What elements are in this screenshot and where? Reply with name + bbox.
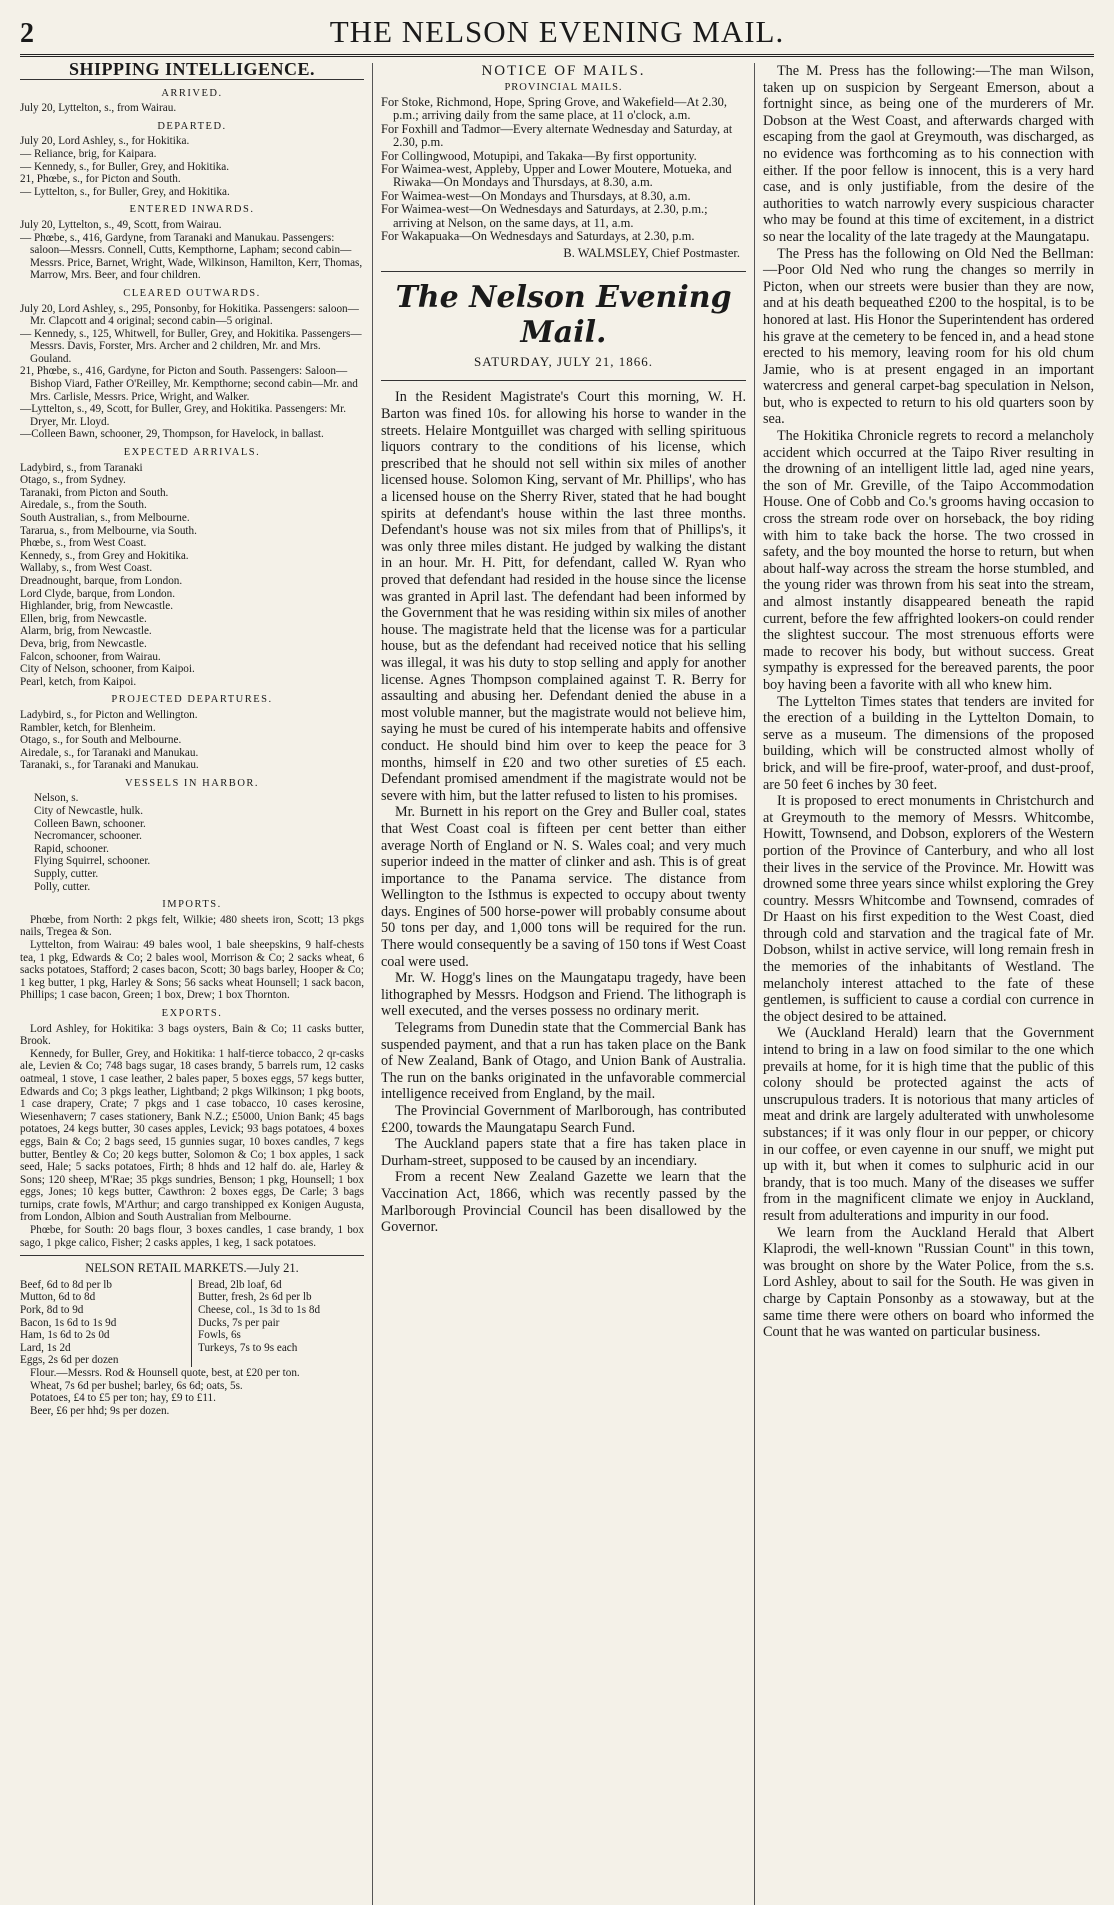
- list-item: Polly, cutter.: [34, 880, 91, 893]
- list-item: Flour.—Messrs. Rod & Hounsell quote, best, at £20 per ton.: [30, 1367, 300, 1379]
- harbor-heading: VESSELS IN HARBOR.: [124, 777, 260, 789]
- arrived-list: [20, 102, 364, 115]
- list-item: Highlander, brig, from Newcastle.: [20, 600, 174, 613]
- article-paragraph: The Auckland papers state that a fire has taken place in Durham-street, supposed to be caused by an incendiary.: [381, 1136, 746, 1169]
- list-item: Turkeys, 7s to 9s each: [198, 1341, 298, 1354]
- list-item: July 20, Lord Ashley, s., 295, Ponsonby, for Hokitika. Passengers: saloon—Mr. Clapcott and 4 original; second cabin—5 original.: [20, 302, 359, 328]
- list-item: Wheat, 7s 6d per bushel; barley, 6s 6d; oats, 5s.: [30, 1379, 243, 1392]
- list-item: Ducks, 7s per pair: [198, 1316, 280, 1329]
- list-item: Dreadnought, barque, from London.: [20, 574, 183, 587]
- list-item: Pearl, ketch, from Kaipoi.: [20, 675, 137, 688]
- masthead-rule: [20, 54, 1094, 57]
- notice-subheading: PROVINCIAL MAILS.: [504, 82, 623, 93]
- list-item: For Waimea-west—On Wednesdays and Saturdays, at 2.30, p.m.; arriving at Nelson, on the same days, at 11, a.m.: [381, 202, 708, 230]
- harbor-list: [20, 792, 364, 893]
- expected-list: [20, 462, 364, 689]
- cleared-list: [20, 303, 364, 442]
- notice-list: [381, 96, 746, 243]
- list-item: Potatoes, £4 to £5 per ton; hay, £9 to £11.: [30, 1392, 216, 1405]
- list-item: Lord Ashley, for Hokitika: 3 bags oysters, Bain & Co; 11 casks butter, Brook.: [20, 1022, 364, 1048]
- list-item: Supply, cutter.: [34, 868, 99, 881]
- columns: [20, 63, 1094, 1905]
- list-item: —Colleen Bawn, schooner, 29, Thompson, for Havelock, in ballast.: [20, 428, 324, 441]
- cleared-heading: CLEARED OUTWARDS.: [123, 287, 261, 299]
- list-item: Phœbe, s., from West Coast.: [20, 537, 147, 550]
- list-item: July 20, Lord Ashley, s., for Hokitika.: [20, 135, 190, 148]
- list-item: For Wakapuaka—On Wednesdays and Saturdays, at 2.30, p.m.: [381, 229, 695, 244]
- list-item: Otago, s., from Sydney.: [20, 474, 126, 487]
- list-item: For Waimea-west—On Mondays and Thursdays, at 8.30, a.m.: [381, 188, 691, 203]
- markets-rule: [20, 1255, 364, 1256]
- postmaster-signature: B. WALMSLEY, Chief Postmaster.: [563, 246, 740, 261]
- list-item: Necromancer, schooner.: [34, 830, 142, 843]
- column-center: [373, 63, 755, 1905]
- article-paragraph: The Hokitika Chronicle regrets to record a melancholy accident which occurred at the Taipo River resulting in the drowning of an intelligent little lad, aged nine years, the son of Mr. Greville, of the Taipo Accommodation House. One of Cobb and Co.'s grooms having occasion to cross the stream rode over on horseback, the boy riding with him to take back the horse. The two crossed in safety, and the boy mounted the horse to return, but when about half-way across the stream the horse stumbled, and the young rider was thrown from his seat into the stream, and almost instantly disappeared beneath the rapid current, before the few affrighted lookers-on could render the slightest succour. The most strenuous efforts were made to recover his body, but without success. Great sympathy is expressed for the bereaved parents, the poor boy having been a favorite with all who knew him.: [763, 428, 1094, 693]
- center-article-list: [381, 389, 746, 1235]
- list-item: Beer, £6 per hhd; 9s per dozen.: [30, 1404, 170, 1417]
- list-item: —Lyttelton, s., 49, Scott, for Buller, Grey, and Hokitika. Passengers: Mr. Dryer, Mr. Lloyd.: [20, 403, 347, 428]
- list-item: Airedale, s., from the South.: [20, 499, 147, 512]
- article-paragraph: Mr. Burnett in his report on the Grey and Buller coal, states that West Coast coal is fifteen per cent better than either average North of England or N. S. Wales coal; and very much superior indeed in the matter of clinker and ash. This is of great importance to the Panama service. The distance from Wellington to the Isthmus is expected to occupy about twenty days. Engines of 500 horse-power will probably consume about 50 tons per day, and 1,000 tons will be required for the run. There would consequently be a saving of 150 tons if West Coast coal were used.: [381, 804, 746, 970]
- expected-heading: EXPECTED ARRIVALS.: [123, 447, 261, 459]
- list-item: July 20, Lyttelton, s., from Wairau.: [20, 102, 177, 115]
- masthead: [20, 14, 1094, 52]
- article-paragraph: Mr. W. Hogg's lines on the Maungatapu tragedy, have been lithographed by Messrs. Hodgson and Friend. The lithograph is well executed, and the verses possess no ordinary merit.: [381, 970, 746, 1020]
- list-item: Mutton, 6d to 8d: [20, 1291, 96, 1304]
- list-item: South Australian, s., from Melbourne.: [20, 512, 190, 524]
- list-item: Bacon, 1s 6d to 1s 9d: [20, 1316, 117, 1329]
- article-paragraph: We (Auckland Herald) learn that the Government intend to bring in a law on food similar to the one which prevails at home, for it is high time that the public of this colony should be protected against the acts of unscrupulous traders. It is notorious that many articles of meat and drink are largely adulterated with unwholesome substances; if it was only flour in our pepper, or chicory in our coffee, or even cayenne in our snuff, we might put up with it, but when it comes to sulphuric acid in our brandy, that is too much. Many of the diseases we suffer from in the magnificent climate we enjoy in Auckland, result from adulterations and impurity in our food.: [763, 1025, 1094, 1224]
- list-item: — Kennedy, s., for Buller, Grey, and Hokitika.: [20, 160, 230, 173]
- column-right: [755, 63, 1094, 1905]
- projected-heading: PROJECTED DEPARTURES.: [111, 694, 273, 706]
- list-item: 21, Phœbe, s., 416, Gardyne, for Picton and South. Passengers: Saloon—Bishop Viard, Father O'Reilley, Mr. Kempthorne; second cabin—Mr. and Mrs. Carlisle, Messrs. Price, Wright, and Walker.: [20, 365, 358, 403]
- projected-list: [20, 709, 364, 772]
- markets-heading: NELSON RETAIL MARKETS.—July 21.: [85, 1261, 299, 1276]
- list-item: City of Newcastle, hulk.: [34, 805, 144, 818]
- list-item: 21, Phœbe, s., for Picton and South.: [20, 173, 181, 186]
- list-item: For Stoke, Richmond, Hope, Spring Grove, and Wakefield—At 2.30, p.m.; arriving daily from the same place, at 11 o'clock, a.m.: [381, 95, 727, 123]
- list-item: Butter, fresh, 2s 6d per lb: [198, 1291, 312, 1304]
- article-paragraph: In the Resident Magistrate's Court this morning, W. H. Barton was fined 10s. for allowing his horse to wander in the streets. Helaire Montguillet was charged with selling spirituous liquors contrary to the conditions of his license, which prescribed that he should not sell within six miles of another licensed house. Solomon King, servant of Mr. Phillips', who has a licensed house on the Sherry River, stated that he had bought spirits at defendant's house within the last three months. Defendant's house was not six miles from that of Phillips's, it was only three miles distant. He judged by walking the distant in an hour. Mr. H. Pitt, for defendant, called W. Ryan who proved that defendant had resided in the house since the license was granted in April last. The defendant had been informed by the Government that he was residing within six miles of another house. The magistrate held that the license was for a particular house, but as the defendant had received notice that his selling was illegal, it was his duty to stop selling and apply for another license. Agnes Thompson complained against T. R. Berry for assaulting and abusing her. Defendant denied the abuse in a most voluble manner, but the magistrate would not believe him, saying he must be cured of his intemperate habits and offensive conduct. He should bind him over to keep the peace for 3 months, himself in £20 and two other sureties of £5 each. Defendant promised amendment if the magistrate would not be severe with him, but the latter refused to listen to his promises.: [381, 389, 746, 804]
- list-item: Flying Squirrel, schooner.: [34, 855, 151, 868]
- markets-footer: [20, 1367, 364, 1417]
- article-paragraph: The Press has the following on Old Ned the Bellman:—Poor Old Ned who rung the changes so merrily in Picton, when our streets were busier than they are now, and at his death bequeathed £200 to the hospital, is to be honored at last. His Honor the Superintendent has ordered his grave at the cemetery to be fenced in, and a head stone erected to his memory, leaving room for his old chum Jamie, who is at present engaged in an important watercress and general carpet-bag speculation in Nelson, but, who is expected to return to his old quarters soon by sea.: [763, 245, 1094, 428]
- list-item: For Waimea-west, Appleby, Upper and Lower Moutere, Motueka, and Riwaka—On Mondays and Thursdays, at 8.30, a.m.: [381, 162, 732, 190]
- article-paragraph: The Lyttelton Times states that tenders are invited for the erection of a building in the Lyttelton Domain, to serve as a museum. The dimensions of the proposed building, which will be constructed almost wholly of brick, and will be fire-proof, water-proof, and dust-proof, are 50 feet 6 inches by 30 feet.: [763, 693, 1094, 793]
- list-item: Rambler, ketch, for Blenheim.: [20, 721, 156, 734]
- article-paragraph: We learn from the Auckland Herald that Albert Klaprodi, the well-known "Russian Count" in this town, was brought on shore by the Water Police, from the s.s. Lord Ashley, about to sail for the South. He was given in charge by Captain Ponsonby as a stowaway, but at the same time there were others on board who informed the Count that he was wanted on particular business.: [763, 1224, 1094, 1341]
- list-item: — Reliance, brig, for Kaipara.: [20, 147, 157, 160]
- list-item: Airedale, s., for Taranaki and Manukau.: [20, 746, 199, 759]
- list-item: Ham, 1s 6d to 2s 0d: [20, 1329, 110, 1342]
- shipping-heading: SHIPPING INTELLIGENCE.: [20, 63, 364, 80]
- list-item: Tararua, s., from Melbourne, via South.: [20, 524, 197, 537]
- list-item: Ellen, brig, from Newcastle.: [20, 612, 147, 625]
- markets-left-column: [20, 1279, 192, 1367]
- list-item: Otago, s., for South and Melbourne.: [20, 734, 182, 747]
- list-item: Eggs, 2s 6d per dozen: [20, 1354, 119, 1367]
- column-shipping: [20, 63, 373, 1905]
- dateline-rule: [381, 380, 746, 381]
- departed-heading: DEPARTED.: [157, 120, 227, 132]
- exports-heading: EXPORTS.: [161, 1007, 223, 1019]
- list-item: Wallaby, s., from West Coast.: [20, 562, 153, 575]
- list-item: Phœbe, for South: 20 bags flour, 3 boxes candles, 1 case brandy, 1 box sago, 1 pkge calico, Fisher; 2 casks apples, 1 keg, 1 sack potatoes.: [20, 1224, 364, 1249]
- article-paragraph: The Provincial Government of Marlborough, has contributed £200, towards the Maungatapu Search Fund.: [381, 1103, 746, 1136]
- paper-name: The Nelson Evening Mail.: [381, 271, 746, 350]
- list-item: Taranaki, from Picton and South.: [20, 486, 169, 499]
- arrived-heading: ARRIVED.: [161, 87, 223, 99]
- list-item: Bread, 2lb loaf, 6d: [198, 1278, 282, 1291]
- list-item: Lard, 1s 2d: [20, 1341, 71, 1354]
- imports-list: [20, 914, 364, 1002]
- list-item: Cheese, col., 1s 3d to 1s 8d: [198, 1304, 321, 1317]
- list-item: Rapid, schooner.: [34, 842, 109, 855]
- list-item: City of Nelson, schooner, from Kaipoi.: [20, 663, 195, 676]
- list-item: Nelson, s.: [34, 792, 79, 805]
- article-paragraph: Telegrams from Dunedin state that the Commercial Bank has suspended payment, and that a run has taken place on the Bank of New Zealand, Bank of Otago, and Union Bank of Australia. The run on the banks originated in the unfavorable commercial intelligence received from England, by the mail.: [381, 1020, 746, 1103]
- list-item: — Lyttelton, s., for Buller, Grey, and Hokitika.: [20, 185, 230, 198]
- list-item: Beef, 6d to 8d per lb: [20, 1278, 112, 1291]
- entered-heading: ENTERED INWARDS.: [129, 204, 255, 216]
- article-paragraph: The M. Press has the following:—The man Wilson, taken up on suspicion by Sergeant Emerson, about a fortnight since, as being one of the murderers of Mr. Dobson at the West Coast, and afterwards charged with escaping from the gaol at Greymouth, was discharged, as no evidence was forthcoming as to his connection with either. If the poor fellow is innocent, this is a very hard case, and is only justifiable, from the desire of the authorities to watch narrowly every suspicious character who may be found at this time of excitement, in a district so near the locality of the late tragedy at the Maungatapu.: [763, 63, 1094, 245]
- page-number: 2: [20, 18, 34, 49]
- list-item: Kennedy, for Buller, Grey, and Hokitika: 1 half-tierce tobacco, 2 qr-casks ale, Levien & Co; 748 bags sugar, 18 cases brandy, 5 barrels rum, 12 casks oatmeal, 1 stove, 1 case leather, 2 bales paper, 5 boxes eggs, 57 kegs butter, Edwards and Co; 3 pkgs leather, Lightband; 2 pkgs Wilkinson; 1 pkg boots, 1 case drapery, Crate; 7 pkgs and 1 case tobacco, 10 cases kerosine, Wiesenhavern; 7 cases stationery, Bank N.Z.; £5000, Union Bank; 45 bags potatoes, 24 kegs butter, 30 cases apples, Levick; 93 bags potatoes, 4 boxes eggs, Bain & Co; 2 bags seed, 15 gunnies sugar, 10 boxes candles, 7 kegs butter, Bentley & Co; 20 kegs butter, Solomon & Co; 1 box apples, 1 sack seed, Hale; 5 sacks potatoes, Firth; 8 hhds and 12 half do. ale, Harley & Sons; 120 sheep, M'Rae; 35 pkgs sundries, Benson; 1 pkg, Hounsell; 1 box eggs, Jones; 10 kegs butter, Cawthron: 2 boxes eggs, De Carle; 3 bags turnips, crate fowls, M'Arthur; and cargo transhipped ex Konigen Augusta, from London, Albion and South Australian from Melbourne.: [20, 1047, 364, 1224]
- exports-list: [20, 1023, 364, 1250]
- list-item: Colleen Bawn, schooner.: [34, 817, 146, 830]
- list-item: Alarm, brig, from Newcastle.: [20, 625, 152, 638]
- imports-heading: IMPORTS.: [162, 899, 222, 911]
- dateline: SATURDAY, JULY 21, 1866.: [474, 354, 653, 370]
- markets-right-column: [192, 1279, 364, 1367]
- newspaper-title: THE NELSON EVENING MAIL.: [329, 14, 785, 49]
- entered-list: [20, 219, 364, 282]
- list-item: Phœbe, from North: 2 pkgs felt, Wilkie; 480 sheets iron, Scott; 13 pkgs nails, Tregea & Son.: [20, 913, 364, 939]
- notice-heading: NOTICE OF MAILS.: [481, 63, 646, 79]
- list-item: Lord Clyde, barque, from London.: [20, 587, 176, 600]
- list-item: Deva, brig, from Newcastle.: [20, 637, 147, 650]
- list-item: Pork, 8d to 9d: [20, 1304, 84, 1317]
- list-item: July 20, Lyttelton, s., 49, Scott, from Wairau.: [20, 218, 222, 231]
- list-item: — Kennedy, s., 125, Whitwell, for Buller, Grey, and Hokitika. Passengers—Messrs. Davis, Forster, Mrs. Archer and 2 children, Mr. and Mrs. Gouland.: [20, 327, 362, 365]
- list-item: For Foxhill and Tadmor—Every alternate Wednesday and Saturday, at 2.30, p.m.: [381, 121, 733, 150]
- list-item: Falcon, schooner, from Wairau.: [20, 650, 161, 663]
- list-item: Ladybird, s., from Taranaki: [20, 461, 143, 474]
- list-item: Kennedy, s., from Grey and Hokitika.: [20, 549, 189, 562]
- list-item: Fowls, 6s: [198, 1329, 241, 1342]
- list-item: Ladybird, s., for Picton and Wellington.: [20, 708, 198, 721]
- list-item: — Phœbe, s., 416, Gardyne, from Taranaki and Manukau. Passengers: saloon—Messrs. Connell, Cutts, Kempthorne, Lapham; second cabin—Messrs. Price, Barnet, Wright, Wade, Wilkinson, Hamilton, Kerr, Thomas, Marrow, Mrs. Beer, and four children.: [20, 231, 363, 282]
- article-paragraph: It is proposed to erect monuments in Christchurch and at Greymouth to the memory of Messrs. Whitcombe, Howitt, Townsend, and Dobson, explorers of the Western portion of the Province of Canterbury, and who all lost their lives in the service of the Province. Mr. Howitt was drowned some three years since whilst exploring the Grey country. Messrs Whitcombe and Townsend, comrades of Dr Haast on his first expedition to the West Coast, died through cold and starvation and the tragical fate of Mr. Dobson, whilst in active service, will long remain fresh in the memories of the inhabitants of Westland. The melancholy interest attached to the fate of these gentlemen, is sufficient to cause a cordial con currence in the object desired to be attained.: [763, 793, 1094, 1025]
- right-article-list: [763, 63, 1094, 1341]
- list-item: Taranaki, s., for Taranaki and Manukau.: [20, 759, 199, 772]
- list-item: For Collingwood, Motupipi, and Takaka—By first opportunity.: [381, 148, 697, 163]
- departed-list: [20, 135, 364, 198]
- article-paragraph: From a recent New Zealand Gazette we learn that the Vaccination Act, 1866, which was recently passed by the Marlborough Provincial Council has been disallowed by the Governor.: [381, 1169, 746, 1236]
- list-item: Lyttelton, from Wairau: 49 bales wool, 1 bale sheepskins, 9 half-chests tea, 1 pkg, Edwards & Co; 2 bales wool, Morrison & Co; 2 sacks wheat, 6 sacks potatoes, Stafford; 2 cases bacon, Scott; 30 bags barley, Hooper & Co; 1 keg butter, 1 pkg, Harley & Sons; 56 sacks wheat Hounsell; 1 sack bacon, Phillips; 1 case bacon, Green; 1 box, Drew; 1 box Thornton.: [20, 939, 364, 1002]
- markets-table: [20, 1279, 364, 1367]
